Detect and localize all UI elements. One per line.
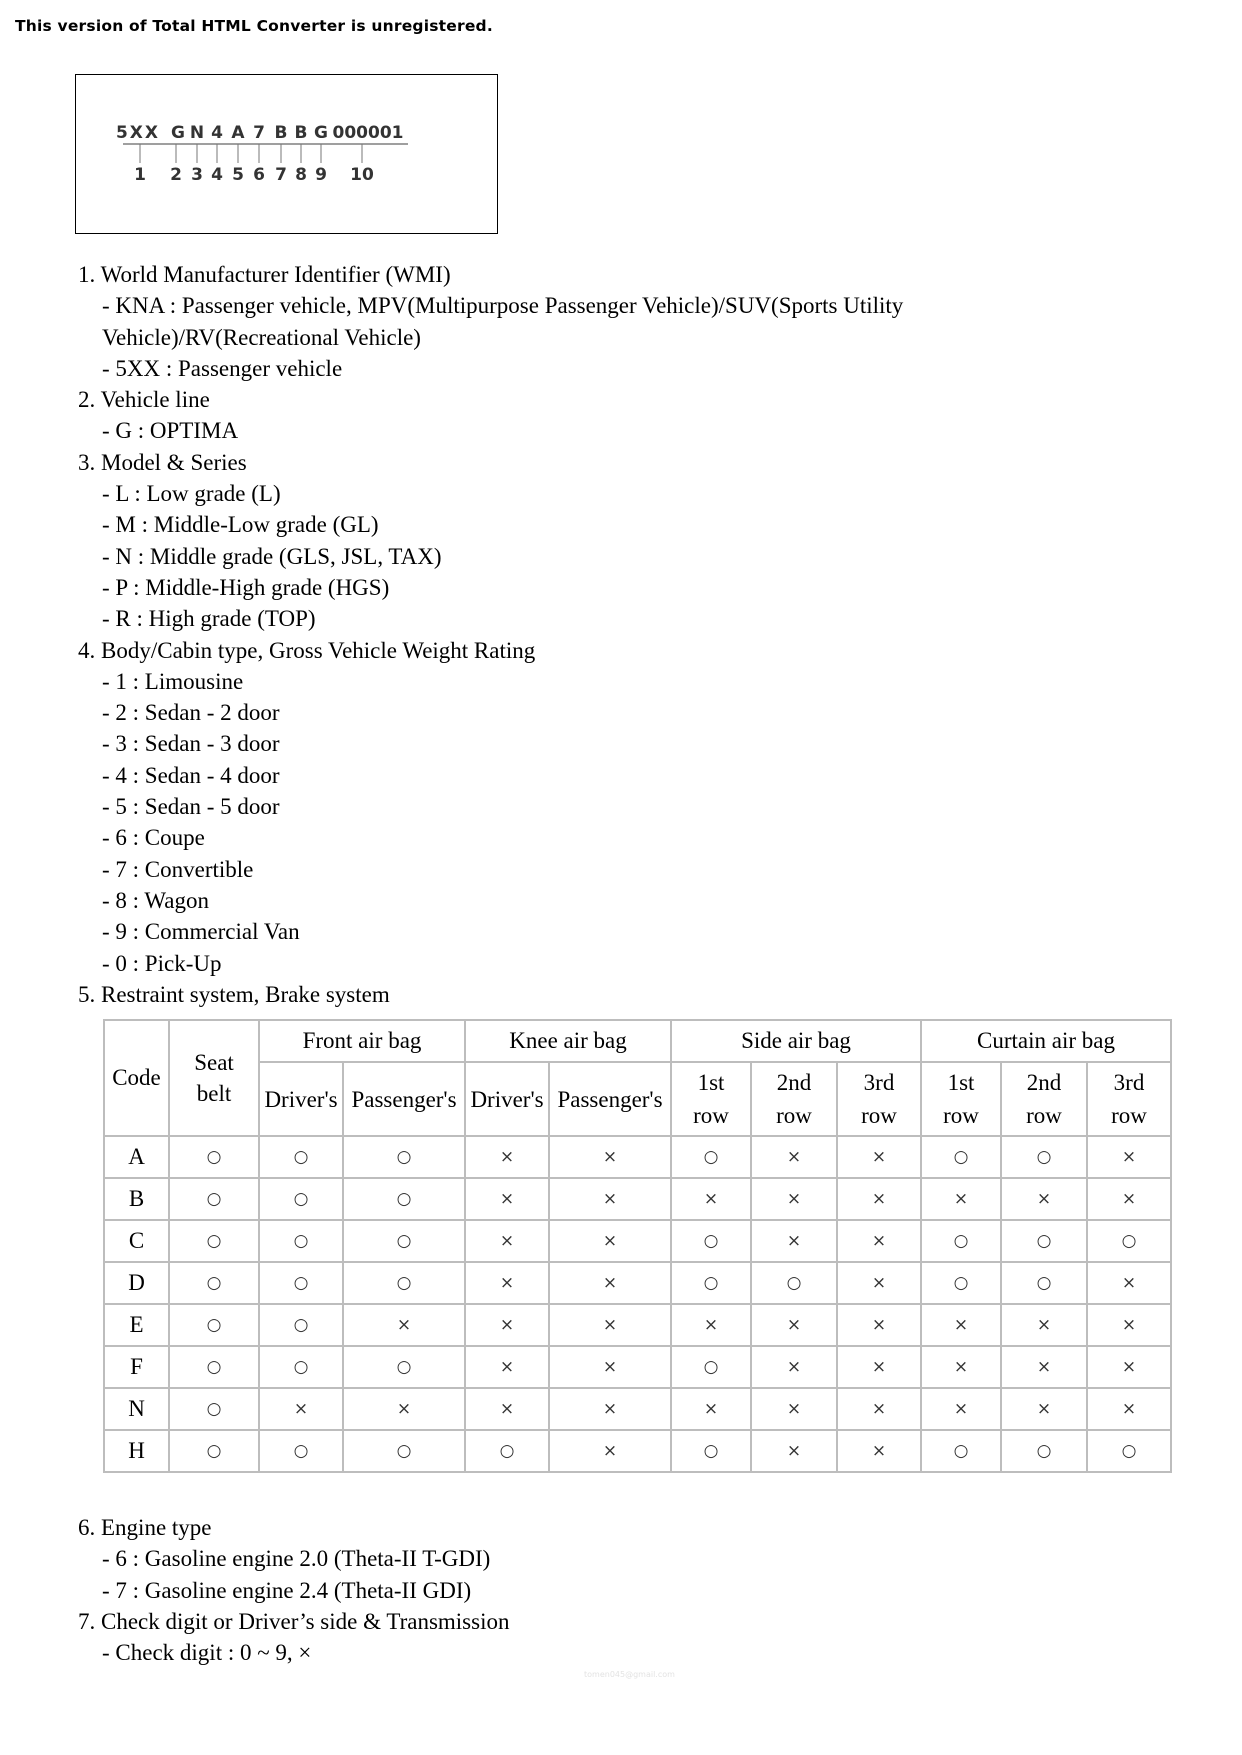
value-cell: ×	[465, 1136, 549, 1178]
value-cell: ×	[465, 1220, 549, 1262]
code-cell: B	[104, 1178, 169, 1220]
section-item: - 8 : Wagon	[102, 887, 209, 913]
table-row	[104, 1388, 1171, 1430]
value-cell: ○	[343, 1346, 465, 1388]
value-cell: ×	[671, 1178, 751, 1220]
value-cell: ×	[921, 1346, 1001, 1388]
vin-char: G	[314, 123, 328, 143]
value-cell: ×	[549, 1262, 671, 1304]
value-cell: ×	[1001, 1388, 1087, 1430]
value-cell: ×	[751, 1220, 837, 1262]
value-cell: ○	[921, 1220, 1001, 1262]
value-cell: ○	[1001, 1220, 1087, 1262]
value-cell: ×	[549, 1304, 671, 1346]
value-cell: ○	[169, 1346, 259, 1388]
vin-sections	[78, 259, 1178, 1010]
curtain-2nd-row-header: 2nd row	[1001, 1062, 1087, 1136]
vin-position: 1	[134, 165, 146, 185]
value-cell: ×	[921, 1304, 1001, 1346]
restraint-table	[103, 1019, 1172, 1473]
value-cell: ○	[259, 1136, 343, 1178]
section-item: - 6 : Gasoline engine 2.0 (Theta-II T-GDI)	[102, 1546, 491, 1572]
value-cell: ○	[921, 1136, 1001, 1178]
value-cell: ×	[1087, 1346, 1171, 1388]
section-title: 3. Model & Series	[78, 449, 247, 475]
value-cell: ○	[343, 1136, 465, 1178]
code-cell: C	[104, 1220, 169, 1262]
value-cell: ○	[671, 1262, 751, 1304]
value-cell: ×	[549, 1136, 671, 1178]
curtain-airbag-header: Curtain air bag	[921, 1020, 1171, 1062]
vin-position: 5	[232, 165, 244, 185]
knee-airbag-header: Knee air bag	[465, 1020, 671, 1062]
unregistered-banner: This version of Total HTML Converter is unregistered.	[15, 17, 493, 35]
front-airbag-header: Front air bag	[259, 1020, 465, 1062]
section-item: - N : Middle grade (GLS, JSL, TAX)	[102, 543, 442, 569]
value-cell: ×	[1087, 1136, 1171, 1178]
value-cell: ○	[465, 1430, 549, 1472]
vin-position: 10	[350, 165, 374, 185]
value-cell: ○	[343, 1262, 465, 1304]
value-cell: ○	[169, 1136, 259, 1178]
value-cell: ○	[1001, 1430, 1087, 1472]
value-cell: ×	[1087, 1178, 1171, 1220]
code-cell: D	[104, 1262, 169, 1304]
table-row	[104, 1178, 1171, 1220]
value-cell: ×	[549, 1178, 671, 1220]
front-passenger-header: Passenger's	[343, 1062, 465, 1136]
section-item: - 2 : Sedan - 2 door	[102, 700, 280, 726]
section-item: - 9 : Commercial Van	[102, 919, 300, 945]
value-cell: ○	[259, 1430, 343, 1472]
vin-char: 4	[211, 123, 223, 143]
value-cell: ×	[1001, 1178, 1087, 1220]
vin-char: 7	[253, 123, 265, 143]
table-row	[104, 1136, 1171, 1178]
side-3rd-row-header: 3rd row	[837, 1062, 921, 1136]
value-cell: ○	[259, 1346, 343, 1388]
value-cell: ○	[671, 1220, 751, 1262]
value-cell: ○	[259, 1304, 343, 1346]
value-cell: ×	[837, 1430, 921, 1472]
value-cell: ×	[751, 1304, 837, 1346]
value-cell: ×	[549, 1220, 671, 1262]
vin-position: 6	[253, 165, 265, 185]
value-cell: ×	[751, 1388, 837, 1430]
value-cell: ×	[921, 1388, 1001, 1430]
value-cell: ○	[671, 1136, 751, 1178]
value-cell: ×	[549, 1430, 671, 1472]
section-item: - 7 : Convertible	[102, 856, 254, 882]
value-cell: ×	[837, 1388, 921, 1430]
value-cell: ×	[751, 1136, 837, 1178]
section-title: 1. World Manufacturer Identifier (WMI)	[78, 262, 451, 287]
vin-position: 8	[295, 165, 307, 185]
value-cell: ×	[343, 1388, 465, 1430]
section-item: - 3 : Sedan - 3 door	[102, 731, 280, 757]
section-item: - 4 : Sedan - 4 door	[102, 762, 280, 788]
value-cell: ×	[465, 1304, 549, 1346]
curtain-1st-row-header: 1st row	[921, 1062, 1001, 1136]
value-cell: ○	[259, 1178, 343, 1220]
value-cell: ○	[1001, 1136, 1087, 1178]
value-cell: ○	[169, 1430, 259, 1472]
front-driver-header: Driver's	[259, 1062, 343, 1136]
value-cell: ○	[1087, 1430, 1171, 1472]
value-cell: ○	[671, 1346, 751, 1388]
value-cell: ×	[837, 1178, 921, 1220]
value-cell: ○	[343, 1430, 465, 1472]
value-cell: ×	[1087, 1262, 1171, 1304]
value-cell: ○	[169, 1178, 259, 1220]
value-cell: ×	[837, 1346, 921, 1388]
section-item: - Check digit : 0 ~ 9, ×	[102, 1640, 312, 1666]
knee-passenger-header: Passenger's	[549, 1062, 671, 1136]
code-cell: N	[104, 1388, 169, 1430]
vin-position: 2	[170, 165, 182, 185]
code-cell: E	[104, 1304, 169, 1346]
section-item: - 7 : Gasoline engine 2.4 (Theta-II GDI)	[102, 1577, 472, 1603]
value-cell: ×	[837, 1304, 921, 1346]
value-cell: ○	[259, 1262, 343, 1304]
section-item: - P : Middle-High grade (HGS)	[102, 574, 390, 600]
table-row	[104, 1304, 1171, 1346]
value-cell: ×	[671, 1304, 751, 1346]
section-item: - KNA : Passenger vehicle, MPV(Multipurpose Passenger Vehicle)/SUV(Sports Utility	[102, 293, 904, 319]
value-cell: ×	[921, 1178, 1001, 1220]
vin-char: B	[294, 123, 308, 143]
vin-sections-continued	[78, 1512, 509, 1668]
value-cell: ×	[1001, 1346, 1087, 1388]
value-cell: ×	[343, 1304, 465, 1346]
vin-char: 000001	[332, 123, 404, 143]
section-title: 5. Restraint system, Brake system	[78, 981, 390, 1007]
seat-belt-header: Seat belt	[169, 1020, 259, 1136]
section-item: - 5 : Sedan - 5 door	[102, 794, 280, 820]
section-item: - L : Low grade (L)	[102, 481, 281, 507]
table-row	[104, 1220, 1171, 1262]
vin-char: A	[231, 123, 245, 143]
section-item: - R : High grade (TOP)	[102, 606, 316, 632]
value-cell: ×	[751, 1430, 837, 1472]
code-header: Code	[104, 1020, 169, 1136]
value-cell: ×	[259, 1388, 343, 1430]
vin-char: G	[171, 123, 185, 143]
value-cell: ×	[751, 1346, 837, 1388]
curtain-3rd-row-header: 3rd row	[1087, 1062, 1171, 1136]
value-cell: ×	[1087, 1388, 1171, 1430]
value-cell: ×	[465, 1346, 549, 1388]
vin-diagram-graphic	[76, 75, 497, 233]
code-cell: F	[104, 1346, 169, 1388]
value-cell: ×	[549, 1388, 671, 1430]
value-cell: ○	[343, 1220, 465, 1262]
value-cell: ○	[751, 1262, 837, 1304]
value-cell: ○	[169, 1220, 259, 1262]
section-item: - 6 : Coupe	[102, 825, 205, 851]
value-cell: ○	[1087, 1220, 1171, 1262]
vin-position: 3	[191, 165, 203, 185]
code-cell: A	[104, 1136, 169, 1178]
side-airbag-header: Side air bag	[671, 1020, 921, 1062]
section-item: - 1 : Limousine	[102, 668, 244, 694]
value-cell: ○	[343, 1178, 465, 1220]
value-cell: ○	[169, 1304, 259, 1346]
section-item: - M : Middle-Low grade (GL)	[102, 512, 379, 538]
value-cell: ×	[1087, 1304, 1171, 1346]
value-cell: ○	[1001, 1262, 1087, 1304]
value-cell: ×	[465, 1262, 549, 1304]
section-title: 2. Vehicle line	[78, 387, 210, 413]
table-row	[104, 1346, 1171, 1388]
vin-char: N	[189, 123, 205, 143]
section-item: - 0 : Pick-Up	[102, 950, 222, 976]
section-title: 6. Engine type	[78, 1515, 212, 1540]
value-cell: ○	[169, 1262, 259, 1304]
value-cell: ×	[465, 1388, 549, 1430]
value-cell: ×	[837, 1136, 921, 1178]
knee-driver-header: Driver's	[465, 1062, 549, 1136]
side-1st-row-header: 1st row	[671, 1062, 751, 1136]
table-row	[104, 1262, 1171, 1304]
value-cell: ○	[921, 1430, 1001, 1472]
watermark: tomen045@gmail.com	[584, 1670, 675, 1679]
value-cell: ×	[549, 1346, 671, 1388]
vin-char: 5XX	[115, 123, 161, 143]
section-item: - G : OPTIMA	[102, 418, 239, 444]
section-title: 7. Check digit or Driver’s side & Transmission	[78, 1608, 510, 1634]
value-cell: ○	[259, 1220, 343, 1262]
section-item: Vehicle)/RV(Recreational Vehicle)	[102, 324, 421, 350]
table-row	[104, 1430, 1171, 1472]
section-item: - 5XX : Passenger vehicle	[102, 355, 343, 381]
vin-position: 7	[275, 165, 287, 185]
vin-position: 9	[315, 165, 327, 185]
value-cell: ×	[837, 1220, 921, 1262]
vin-diagram	[75, 74, 498, 234]
vin-position: 4	[211, 165, 223, 185]
side-2nd-row-header: 2nd row	[751, 1062, 837, 1136]
value-cell: ×	[671, 1388, 751, 1430]
section-title: 4. Body/Cabin type, Gross Vehicle Weight Rating	[78, 637, 536, 663]
value-cell: ×	[1001, 1304, 1087, 1346]
value-cell: ×	[837, 1262, 921, 1304]
value-cell: ○	[921, 1262, 1001, 1304]
code-cell: H	[104, 1430, 169, 1472]
value-cell: ×	[465, 1178, 549, 1220]
value-cell: ○	[671, 1430, 751, 1472]
vin-char: B	[274, 123, 288, 143]
value-cell: ×	[751, 1178, 837, 1220]
value-cell: ○	[169, 1388, 259, 1430]
